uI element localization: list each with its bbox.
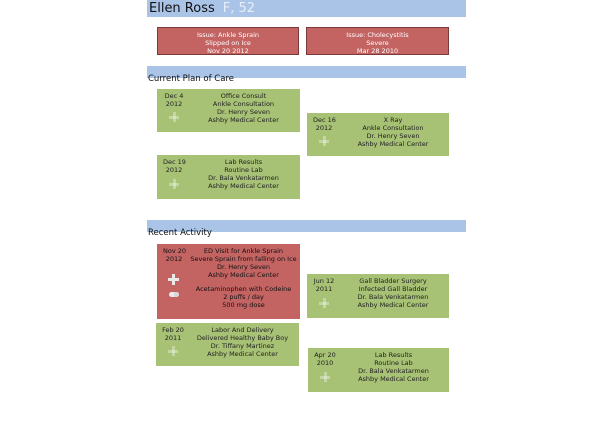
- medication-dose: 500 mg dose: [222, 301, 265, 309]
- issue-date: Mar 28 2010: [356, 47, 399, 55]
- card-date: [162, 326, 184, 342]
- activity-card-lab-results[interactable]: [308, 348, 449, 392]
- plus-icon[interactable]: [168, 274, 179, 285]
- card-body: [189, 247, 298, 309]
- card-title: Labor And Delivery: [211, 326, 274, 334]
- card-location: Ashby Medical Center: [208, 116, 279, 124]
- card-month-day: Apr 20: [314, 351, 336, 359]
- pill-icon[interactable]: [169, 292, 179, 297]
- card-location: Ashby Medical Center: [357, 301, 429, 309]
- card-body: [189, 92, 298, 124]
- card-location: Ashby Medical Center: [207, 350, 278, 358]
- plus-icon: [168, 346, 178, 356]
- card-year: 2012: [165, 100, 183, 108]
- card-doctor: Dr. Bala Venkatarmen: [357, 293, 429, 301]
- activity-card-labor-delivery[interactable]: [156, 323, 299, 366]
- card-year: 2012: [165, 255, 183, 263]
- card-reason: Ankle Consultation: [362, 124, 424, 132]
- card-month-day: Dec 4: [164, 92, 184, 100]
- card-date: [163, 92, 185, 108]
- card-body: [188, 326, 297, 358]
- card-body: [189, 158, 298, 190]
- card-title: Gall Bladder Surgery: [359, 277, 427, 285]
- card-doctor: Dr. Bala Venkatarmen: [208, 174, 279, 182]
- card-year: 2012: [165, 166, 183, 174]
- card-month-day: Feb 20: [162, 326, 184, 334]
- section-title: Current Plan of Care: [148, 74, 234, 84]
- card-location: Ashby Medical Center: [208, 271, 279, 279]
- section-header-activity: [147, 220, 466, 238]
- card-body: [340, 351, 447, 383]
- card-location: Ashby Medical Center: [208, 182, 279, 190]
- card-month-day: Dec 19: [163, 158, 186, 166]
- card-date: [313, 277, 335, 293]
- card-month-day: Dec 16: [313, 116, 336, 124]
- medication-name: Acetaminophen with Codeine: [195, 285, 292, 293]
- plus-icon: [169, 112, 179, 122]
- medication-dosage: 2 puffs / day: [223, 293, 264, 301]
- card-year: 2010: [316, 359, 334, 367]
- plan-card-office-consult[interactable]: [157, 89, 300, 132]
- card-location: Ashby Medical Center: [357, 140, 429, 148]
- card-year: 2012: [315, 124, 333, 132]
- card-reason: Delivered Healthy Baby Boy: [196, 334, 289, 342]
- card-title: Lab Results: [374, 351, 413, 359]
- card-body: [339, 116, 447, 148]
- card-location: Ashby Medical Center: [358, 375, 429, 383]
- issue-date: Nov 20 2012: [207, 47, 249, 55]
- issue-card-cholecystitis[interactable]: [306, 27, 449, 55]
- card-doctor: Dr. Henry Seven: [217, 108, 270, 116]
- activity-card-gall-bladder-surgery[interactable]: [307, 274, 449, 318]
- card-month-day: Nov 20: [163, 247, 187, 255]
- card-date: [314, 351, 336, 367]
- card-title: Office Consult: [220, 92, 267, 100]
- card-reason: Severe Sprain from falling on Ice: [190, 255, 297, 263]
- activity-card-ed-visit[interactable]: [157, 244, 300, 319]
- issue-card-ankle-sprain[interactable]: [157, 27, 299, 55]
- card-reason: Routine Lab: [224, 166, 263, 174]
- plan-card-lab-results[interactable]: [157, 155, 300, 199]
- card-doctor: Dr. Bala Venkatarmen: [358, 367, 429, 375]
- card-title: X Ray: [383, 116, 403, 124]
- card-date: [163, 158, 185, 174]
- plan-card-x-ray[interactable]: [307, 113, 449, 156]
- plus-icon: [319, 298, 329, 308]
- issue-label: Issue: Cholecystitis: [346, 31, 409, 39]
- patient-name: Ellen Ross: [149, 1, 215, 16]
- card-date: [163, 247, 185, 263]
- plus-icon: [319, 136, 329, 146]
- issue-label: Issue: Ankle Sprain: [196, 31, 260, 39]
- card-doctor: Dr. Tiffany Martinez: [210, 342, 275, 350]
- issue-detail: Severe: [366, 39, 389, 47]
- section-title: Recent Activity: [148, 228, 212, 238]
- card-month-day: Jun 12: [313, 277, 335, 285]
- card-year: 2011: [315, 285, 333, 293]
- patient-meta: F, 52: [222, 1, 256, 16]
- card-doctor: Dr. Henry Seven: [217, 263, 270, 271]
- card-title: Lab Results: [224, 158, 263, 166]
- card-year: 2011: [164, 334, 182, 342]
- plus-icon: [169, 179, 179, 189]
- patient-header: [149, 1, 255, 16]
- section-header-plan: [147, 66, 466, 84]
- card-doctor: Dr. Henry Seven: [366, 132, 420, 140]
- card-reason: Routine Lab: [374, 359, 413, 367]
- card-body: [339, 277, 447, 309]
- issue-detail: Slipped on Ice: [205, 39, 251, 47]
- card-reason: Infected Gall Bladder: [358, 285, 428, 293]
- card-date: [313, 116, 335, 132]
- card-reason: Ankle Consultation: [212, 100, 275, 108]
- card-title: ED Visit for Ankle Sprain: [203, 247, 284, 255]
- plus-icon: [320, 372, 330, 382]
